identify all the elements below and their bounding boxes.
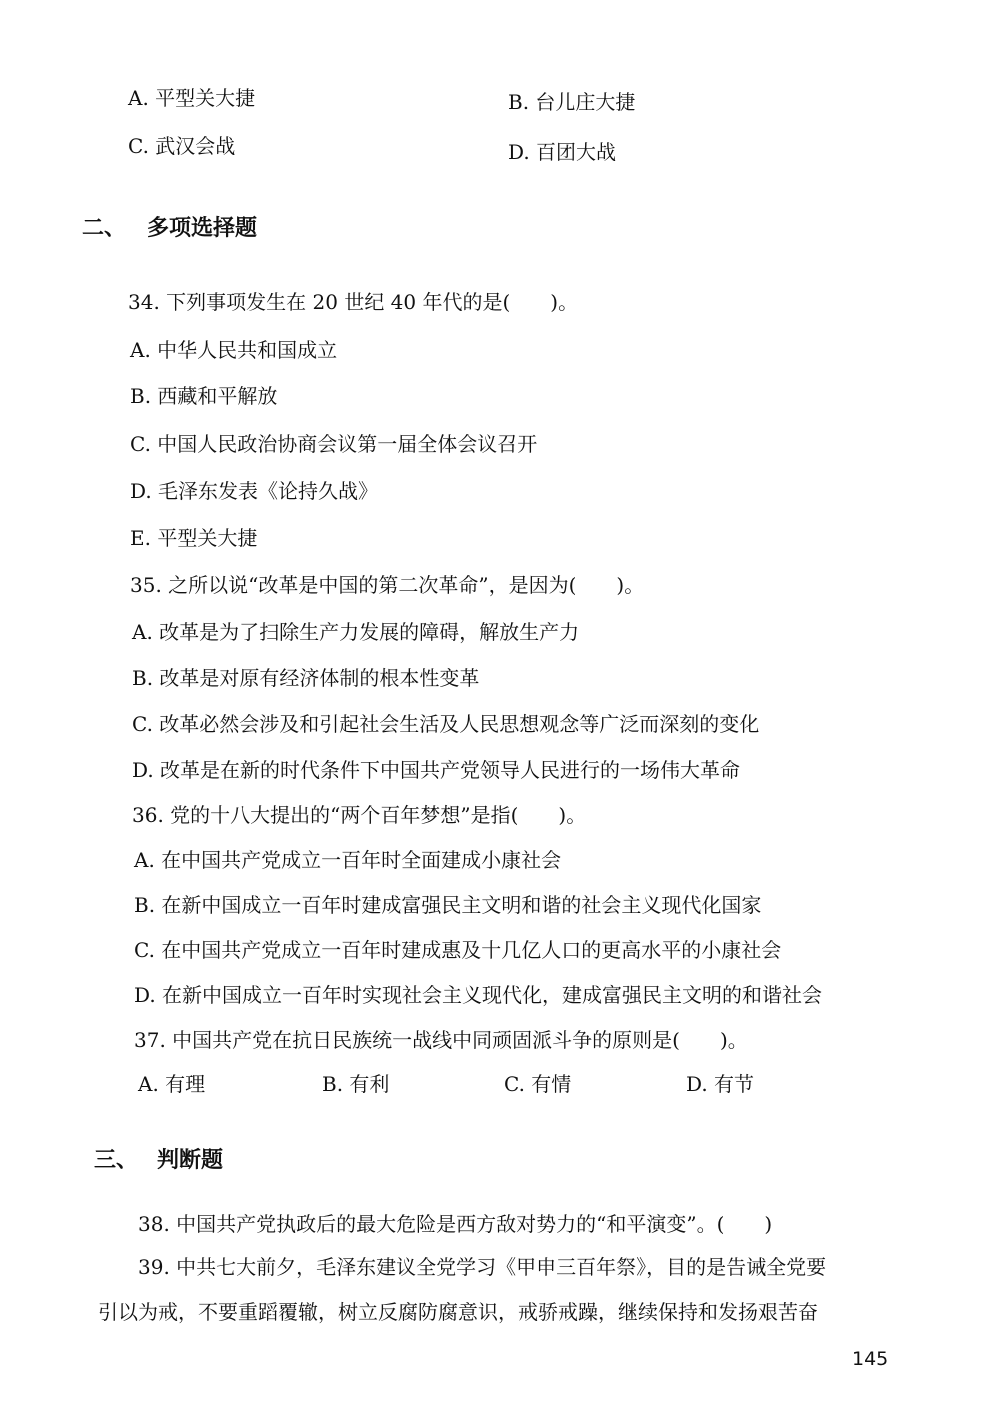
q36-option-b: B. 在新中国成立一百年时建成富强民主文明和谐的社会主义现代化国家 — [134, 893, 762, 917]
q34-option-c: C. 中国人民政治协商会议第一届全体会议召开 — [130, 432, 538, 456]
q36-option-c: C. 在中国共产党成立一百年时建成惠及十几亿人口的更高水平的小康社会 — [134, 938, 782, 962]
q33-option-d: D. 百团大战 — [508, 140, 617, 164]
q38-stem: 38. 中国共产党执政后的最大危险是西方敌对势力的“和平演变”。( ) — [138, 1212, 773, 1236]
q34-option-a: A. 中华人民共和国成立 — [130, 338, 338, 362]
q39-line1: 39. 中共七大前夕，毛泽东建议全党学习《甲申三百年祭》，目的是告诫全党要 — [138, 1255, 827, 1279]
q34-option-b: B. 西藏和平解放 — [130, 384, 278, 408]
q35-option-b: B. 改革是对原有经济体制的根本性变革 — [132, 666, 480, 690]
section3-number: 三、 — [94, 1148, 139, 1173]
page-number: 145 — [852, 1348, 889, 1370]
q39-line2: 引以为戒，不要重蹈覆辙，树立反腐防腐意识，戒骄戒躁，继续保持和发扬艰苦奋 — [98, 1300, 818, 1324]
q34-option-e: E. 平型关大捷 — [130, 526, 258, 550]
q37-option-b: B. 有利 — [322, 1072, 390, 1096]
q35-option-c: C. 改革必然会涉及和引起社会生活及人民思想观念等广泛而深刻的变化 — [132, 712, 760, 736]
q37-stem: 37. 中国共产党在抗日民族统一战线中同顽固派斗争的原则是( )。 — [134, 1028, 748, 1052]
section3-title: 判断题 — [157, 1148, 224, 1173]
section2-title: 多项选择题 — [147, 216, 258, 241]
q33-option-b: B. 台儿庄大捷 — [508, 90, 636, 114]
q37-option-a: A. 有理 — [138, 1072, 206, 1096]
q34-option-d: D. 毛泽东发表《论持久战》 — [130, 479, 379, 503]
q33-option-a: A. 平型关大捷 — [128, 86, 256, 110]
q37-option-c: C. 有情 — [504, 1072, 572, 1096]
q37-option-d: D. 有节 — [686, 1072, 755, 1096]
q34-stem: 34. 下列事项发生在 20 世纪 40 年代的是( )。 — [128, 290, 579, 314]
q35-option-d: D. 改革是在新的时代条件下中国共产党领导人民进行的一场伟大革命 — [132, 758, 741, 782]
section2-number: 二、 — [82, 216, 127, 241]
q35-option-a: A. 改革是为了扫除生产力发展的障碍，解放生产力 — [132, 620, 580, 644]
q36-stem: 36. 党的十八大提出的“两个百年梦想”是指( )。 — [132, 803, 587, 827]
q33-option-c: C. 武汉会战 — [128, 134, 236, 158]
q36-option-a: A. 在中国共产党成立一百年时全面建成小康社会 — [134, 848, 562, 872]
q35-stem: 35. 之所以说“改革是中国的第二次革命”，是因为( )。 — [130, 573, 645, 597]
q36-option-d: D. 在新中国成立一百年时实现社会主义现代化，建成富强民主文明的和谐社会 — [134, 983, 823, 1007]
